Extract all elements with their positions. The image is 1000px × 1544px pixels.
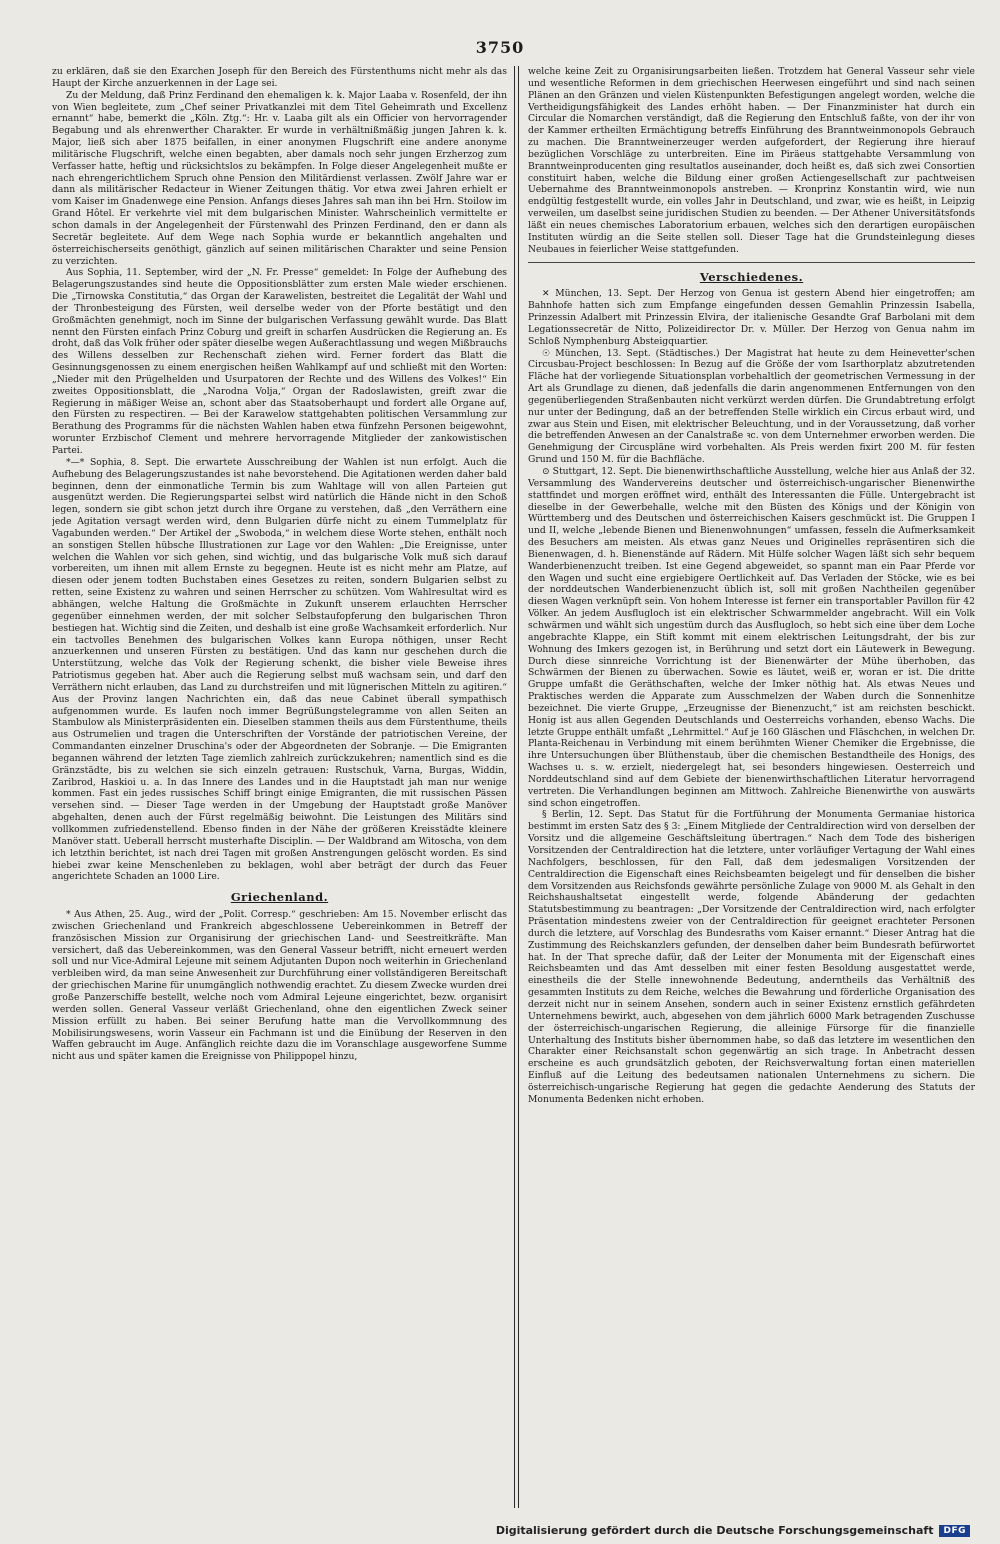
left-column <box>52 66 507 1506</box>
section-rule <box>528 262 975 263</box>
article-paragraph: ☉ München, 13. Sept. (Städtisches.) Der Magistrat hat heute zu dem Heinevetter'schen Circusbau-Project beschlossen: In Bezug auf die Größe der vom Isarthorplatz abzutretenden Fläche hat der vorliegende Situationsplan vorbehaltlich der geometrischen Vermessung in der Art als Grundlage zu dienen, daß jedenfalls die darin angenommenen Entfernungen von den gegenüberliegenden Straßenbauten nicht verkürzt werden dürfen. Die Grundabtretung erfolgt nur unter der Bedingung, daß an der betreffenden Stelle wirklich ein Circus erbaut wird, und zwar aus Stein und Eisen, mit elektrischer Beleuchtung, und in der Voraussetzung, daß vorher die betreffenden Anwesen an der Canalstraße ꝛc. von dem Unternehmer erworben werden. Die Genehmigung der Circuspläne wird vorbehalten. Als Preis werden fixirt 200 M. für festen Grund und 150 M. für die Bachfläche. <box>528 347 975 466</box>
section-heading-verschiedenes: Verschiedenes. <box>699 269 804 284</box>
article-paragraph: Aus Sophia, 11. September, wird der „N. Fr. Presse“ gemeldet: In Folge der Aufhebung des Belagerungszustandes sind heute die Oppositionsblätter zum ersten Male wieder erschienen. Die „Tirnowska Constitutia,“ das Organ der Karawelisten, bestreitet die Legalität der Wahl und der Thronbesteigung des Fürsten, weil derselbe weder von der Pforte bestätigt und den Großmächten genehmigt, noch im Sinne der bulgarischen Verfassung gewählt wurde. Das Blatt nennt den Fürsten einfach Prinz Coburg und greift in scharfen Ausdrücken die Regierung an. Es droht, daß das Volk früher oder später dieselbe wegen Außerachtlassung und wegen Mißbrauchs des Willens desselben zur Rechenschaft ziehen wird. Ferner fordert das Blatt die Gesinnungsgenossen zu einem energischen heißen Wahlkampf auf und schließt mit den Worten: „Nieder mit den Prügelhelden und Usurpatoren der Rechte und des Willens des Volkes!“ Ein zweites Oppositionsblatt, die „Narodna Volja,“ Organ der Radoslawisten, greift zwar die Regierung in mäßiger Weise an, schont aber das Staatsoberhaupt und fordert alle Organe auf, den Fürsten zu respectiren. — Bei der Karawelow stattgehabten politischen Versammlung zur Berathung des Programms für die nächsten Wahlen haben etwa fünfzehn Personen beigewohnt, worunter Erzbischof Clement und mehrere hervorragende Mitglieder der zankowistischen Partei. <box>52 267 507 456</box>
article-paragraph: § Berlin, 12. Sept. Das Statut für die Fortführung der Monumenta Germaniae historica bestimmt im ersten Satz des § 3: „Einem Mitgliede der Centraldirection wird von derselben der Vorsitz und die allgemeine Geschäftsleitung übertragen.“ Nach dem Tode des bisherigen Vorsitzenden der Centraldirection hat die letztere, unter vorläufiger Vertagung der Wahl eines Nachfolgers, beschlossen, für den Fall, daß dem jedesmaligen Vorsitzenden der Centraldirection die Eigenschaft eines Reichsbeamten beigelegt und für denselben die bisher dem Vorsitzenden aus Reichsfonds gewährte persönliche Zulage von 9000 M. als Gehalt in den Reichshaushaltsetat eingestellt werde, folgende Abänderung der gedachten Statutsbestimmung zu beantragen: „Der Vorsitzende der Centraldirection wird, nach erfolgter Präsentation mindestens zweier von der Centraldirection für geeignet erachteter Personen durch die letztere, auf Vorschlag des Bundesraths vom Kaiser ernannt.“ Dieser Antrag hat die Zustimmung des Reichskanzlers gefunden, der denselben daher beim Bundesrath befürwortet hat. In der That spreche dafür, daß der Leiter der Monumenta mit der Eigenschaft eines Reichsbeamten und das Amt desselben mit einer festen Besoldung ausgestattet werde, einestheils die der Stelle innewohnende Bedeutung, anderntheils das Verhältniß des gesammten Instituts zu dem Reiche, welches die Bewahrung und förderliche Organisation des derzeit nicht nur in seinem Ansehen, sondern auch in seiner Existenz ernstlich gefährdeten Unternehmens bewirkt, auch, abgesehen von dem jährlich 6000 Mark betragenden Zuschusse der österreichisch-ungarischen Regierung, die alleinige Fürsorge für die finanzielle Unterhaltung des Instituts bisher übernommen habe, so daß das letztere im wesentlichen den Charakter einer Reichsanstalt schon gegenwärtig an sich trage. In Anbetracht dessen erscheine es auch grundsätzlich geboten, der Reichsverwaltung fortan einen materiellen Einfluß auf die Leitung des bedeutsamen nationalen Unternehmens zu sichern. Die österreichisch-ungarische Regierung hat gegen die gedachte Aenderung des Statuts der Monumenta Bedenken nicht erhoben. <box>528 809 975 1105</box>
right-column <box>528 66 975 1510</box>
digitization-credit <box>496 1524 970 1537</box>
page-number: 3750 <box>475 38 525 57</box>
section-heading-griechenland: Griechenland. <box>230 890 329 905</box>
article-paragraph: zu erklären, daß sie den Exarchen Joseph für den Bereich des Fürstenthums nicht mehr als das Haupt der Kirche anzuerkennen in der Lage sei. <box>52 66 507 89</box>
dfg-logo: DFG <box>939 1525 970 1537</box>
article-paragraph: welche keine Zeit zu Organisirungsarbeiten ließen. Trotzdem hat General Vasseur sehr viele und wesentliche Reformen in dem griechischen Heerwesen eingeführt und sind nach seinen Plänen an den Gränzen und vielen Küstenpunkten Befestigungen angelegt worden, welche die Vertheidigungsfähigkeit des Landes erhöht haben. — Der Finanzminister hat durch ein Circular die Nomarchen verständigt, daß die Regierung den Entschluß faßte, von der ihr von der Kammer ertheilten Ermächtigung betreffs Einführung des Branntweinmonopols Gebrauch zu machen. Die Branntweinerzeuger werden aufgefordert, der Regierung ihre hierauf bezüglichen Vorschläge zu unterbreiten. Eine im Piräeus stattgehabte Versammlung von Branntweinproducenten ging resultatlos auseinander, doch heißt es, daß sich zwei Consortien constituirt haben, welche die Bildung einer großen Actiengesellschaft zur pachtweisen Uebernahme des Branntweinmonopols anstreben. — Kronprinz Konstantin wird, wie nun endgültig festgestellt wurde, ein volles Jahr in Deutschland, und zwar, wie es heißt, in Leipzig verweilen, um daselbst seine juridischen Studien zu beenden. — Der Athener Universitätsfonds läßt ein neues chemisches Laboratorium erbauen, welches sich den derartigen europäischen Instituten würdig an die Seite stellen soll. Dieser Tage hat die Grundsteinlegung dieses Neubaues in feierlicher Weise stattgefunden. <box>528 66 975 255</box>
column-divider <box>514 66 519 1508</box>
article-paragraph: ⊙ Stuttgart, 12. Sept. Die bienenwirthschaftliche Ausstellung, welche hier aus Anlaß der 32. Versammlung des Wandervereins deutscher und österreichisch-ungarischer Bienenwirthe stattfindet und morgen eröffnet wird, enthält des Interessanten die Fülle. Untergebracht ist dieselbe in der Gewerbehalle, welche mit den Büsten des Königs und der Königin von Württemberg und des Deutschen und österreichischen Kaisers geschmückt ist. Die Gruppen I und II, welche „lebende Bienen und Bienenwohnungen“ umfassen, fesseln die Aufmerksamkeit des Besuchers am meisten. Als etwas ganz Neues und Originelles repräsentiren sich die Bienenwagen, d. h. Bienenstände auf Rädern. Mit Hülfe solcher Wagen läßt sich sehr bequem Wanderbienenzucht treiben. Ist eine Gegend abgeweidet, so spannt man ein Paar Pferde vor den Wagen und sucht eine ergiebigere Oertlichkeit auf. Das Verladen der Stöcke, wie es bei der norddeutschen Wanderbienenzucht üblich ist, soll mit großen Nachtheilen gegenüber diesen Wagen verknüpft sein. Von hohem Interesse ist ferner ein transportabler Pavillon für 42 Völker. An jedem Ausflugloch ist ein elektrischer Schwarmmelder angebracht. Will ein Volk schwärmen und wählt sich ungestüm durch das Ausflugloch, so hebt sich eine über dem Loche angebrachte Klappe, ein Stift kommt mit einem elektrischen Leitungsdraht, der bis zur Wohnung des Imkers gezogen ist, in Berührung und setzt dort ein Läutewerk in Bewegung. Durch diese sinnreiche Vorrichtung ist der Bienenwärter der Mühe überhoben, das Schwärmen der Bienen zu überwachen. Sowie es läutet, weiß er, woran er ist. Die dritte Gruppe umfaßt die Geräthschaften, welche der Imker nöthig hat. Als etwas Neues und Praktisches werden die Apparate zum Ausschmelzen der Waben durch die Sonnenhitze bezeichnet. Die vierte Gruppe, „Erzeugnisse der Bienenzucht,“ ist am reichsten beschickt. Honig ist aus allen Gegenden Deutschlands und Oesterreichs vorhanden, ebenso Wachs. Die letzte Gruppe enthält umfaßt „Lehrmittel.“ Auf je 160 Gläschen und Fläschchen, in welchen Dr. Planta-Reichenau in Verbindung mit einem berühmten Wiener Chemiker die Ergebnisse, die ihre Untersuchungen über Blüthenstaub, über die chemischen Bestandtheile des Honigs, des Wachses u. s. w. erzielt, niedergelegt hat, sei besonders hingewiesen. Oesterreich und Norddeutschland sind auf dem Gebiete der bienenwirthschaftlichen Literatur hervorragend vertreten. Die Verhandlungen beginnen am Mittwoch. Zahlreiche Bienenwirthe von auswärts sind schon eingetroffen. <box>528 466 975 809</box>
article-paragraph: * Aus Athen, 25. Aug., wird der „Polit. Corresp.“ geschrieben: Am 15. November erlischt das zwischen Griechenland und Frankreich abgeschlossene Uebereinkommen in Betreff der französischen Mission zur Organisirung der griechischen Land- und Seestreitkräfte. Man versichert, daß das Uebereinkommen, was den General Vasseur betrifft, nicht erneuert werden soll und nur Vice-Admiral Lejeune mit seinem Adjutanten Dupon noch weiterhin in Griechenland verbleiben wird, da man seine Anwesenheit zur Durchführung einer vollständigeren Bereitschaft der griechischen Marine für unumgänglich nothwendig erachtet. Zu diesem Zwecke wurden drei große Panzerschiffe bestellt, welche noch vom Admiral Lejeune eingerichtet, bezw. organisirt werden sollen. General Vasseur verläßt Griechenland, ohne den eigentlichen Zweck seiner Mission erfüllt zu haben. Bei seiner Berufung hatte man die Vervollkommnung des Mobilisirungswesens, worin Vasseur ein Fachmann ist und die Einübung der Reserven in den Waffen gebraucht im Auge. Anfänglich reichte dazu die im Voranschlage ausgeworfene Summe nicht aus und später kamen die Ereignisse von Philippopel hinzu, <box>52 909 507 1063</box>
article-paragraph: ✕ München, 13. Sept. Der Herzog von Genua ist gestern Abend hier eingetroffen; am Bahnhofe hatten sich zum Empfange eingefunden dessen Gemahlin Prinzessin Isabella, Prinzessin Adalbert mit Prinzessin Elvira, der italienische Gesandte Graf Barbolani mit dem Legationssecretär de Nitto, Polizeidirector Dr. v. Müller. Der Herzog von Genua nahm im Schloß Nymphenburg Absteigquartier. <box>528 288 975 347</box>
credit-text: Digitalisierung gefördert durch die Deutsche Forschungsgemeinschaft <box>495 1524 934 1537</box>
article-paragraph: *—* Sophia, 8. Sept. Die erwartete Ausschreibung der Wahlen ist nun erfolgt. Auch die Aufhebung des Belagerungszustandes ist nahe bevorstehend. Die Agitationen werden daher bald beginnen, denn der einmonatliche Termin bis zum Wahltage will von allen Parteien gut ausgenützt werden. Die Regierungspartei selbst wird natürlich die Hände nicht in den Schoß legen, sondern sie gibt schon jetzt durch ihre Organe zu verstehen, daß „den Verräthern eine jede Agitation versagt werden wird, denn Bulgarien dürfe nicht zu einem Tummelplatz für Vagabunden werden.“ Der Artikel der „Swoboda,“ in welchem diese Worte stehen, enthält noch an sonstigen Stellen hübsche Illustrationen zur Lage vor den Wahlen: „Die Ereignisse, unter welchen die Wahlen vor sich gehen, sind wichtig, und das bulgarische Volk muß sich darauf vorbereiten, um ihnen mit allem Ernste zu begegnen. Heute ist es nicht mehr am Platze, auf diesen oder jenem todten Buchstaben eines Gesetzes zu reiten, sondern Bulgarien selbst zu retten, seine Existenz zu wahren und seinen Herrscher zu schützen. Vom Wahlresultat wird es abhängen, welche Haltung die Großmächte in Zukunft unserem erlauchten Herrscher gegenüber einnehmen werden, der mit solcher Selbstaufopferung den bulgarischen Thron bestiegen hat. Wichtig sind die Zeiten, und deshalb ist eine große Wachsamkeit erforderlich. Nur ein tactvolles Benehmen des bulgarischen Volkes kann Europa nöthigen, unser Recht anzuerkennen und unseren Fürsten zu bestätigen. Und das kann nur geschehen durch die Unterstützung, welche das Volk der Regierung schenkt, die bisher viele Beweise ihres Patriotismus gegeben hat. Aber auch die Regierung selbst muß wachsam sein, und darf den Verräthern nicht erlauben, das Land zu durchstreifen und mit lügnerischen Mitteln zu agitiren.“ Aus der Provinz langen Nachrichten ein, daß das neue Cabinet überall sympathisch aufgenommen wurde. Es laufen noch immer Begrüßungstelegramme von allen Seiten an Stambulow als Ministerpräsidenten ein. Dieselben stammen theils aus dem Fürstenthume, theils aus Ostrumelien und tragen die Unterschriften der Vorstände der patriotischen Vereine, der Commandanten einzelner Druschina's oder der Abgeordneten der Sobranje. — Die Emigranten begannen während der letzten Tage ziemlich zahlreich zurückzukehren; namentlich sind es die Gränzstädte, bis zu welchen sie sich einzeln getrauen: Rustschuk, Varna, Burgas, Widdin, Zaribrod, Haskioi u. a. In das Innere des Landes und in die Hauptstadt jah man nur wenige kommen. Fast ein jedes russisches Schiff bringt einige Emigranten, die mit russischen Pässen versehen sind. — Dieser Tage werden in der Umgebung der Hauptstadt große Manöver abgehalten, denen auch der Fürst regelmäßig beiwohnt. Die Leistungen des Militärs sind vollkommen zufriedenstellend. Ebenso finden in der Nähe der größeren Kreisstädte kleinere Manöver statt. Ueberall herrscht musterhafte Disciplin. — Der Waldbrand am Witoscha, von dem ich letzthin berichtet, ist nach drei Tagen mit großen Anstrengungen gelöscht worden. Es sind hiebei zwar keine Menschenleben zu beklagen, wohl aber beträgt der durch das Feuer angerichtete Schaden an 1000 Lire. <box>52 456 507 883</box>
article-paragraph: Zu der Meldung, daß Prinz Ferdinand den ehemaligen k. k. Major Laaba v. Rosenfeld, der ihn von Wien begleitete, zum „Chef seiner Privatkanzlei mit dem Titel Geheimrath und Excellenz ernannt“ habe, bemerkt die „Köln. Ztg.“: Hr. v. Laaba gilt als ein Officier von hervorragender Begabung und als ehrenwerther Charakter. Er wurde in verhältnißmäßig jungen Jahren k. k. Major, ließ sich aber 1875 beifallen, in einer anonymen Flugschrift eine andere anonyme militärische Flugschrift, welche einen begabten, aber damals noch sehr jungen Erzherzog zum Verfasser hatte, heftig und rücksichtslos zu bekämpfen. In Folge dieser Angelegenheit mußte er nach ehrengerichtlichem Spruch ohne Pension den Militärdienst verlassen. Zwölf Jahre war er dann als militärischer Redacteur in Wiener Zeitungen thätig. Vor etwa zwei Jahren erhielt er vom Kaiser im Gnadenwege eine Pension. Anfangs dieses Jahres sah man ihn bei Hrn. Stoilow im Grand Hôtel. Er verkehrte viel mit dem bulgarischen Minister. Wahrscheinlich vermittelte er schon damals in der Angelegenheit der Fürstenwahl des Prinzen Ferdinand, den er dann als Secretär begleitete. Auf dem Wege nach Sophia wurde er bekanntlich angehalten und österreichischerseits genöthigt, gänzlich auf seinen militärischen Charakter und seine Pension zu verzichten. <box>52 89 507 267</box>
